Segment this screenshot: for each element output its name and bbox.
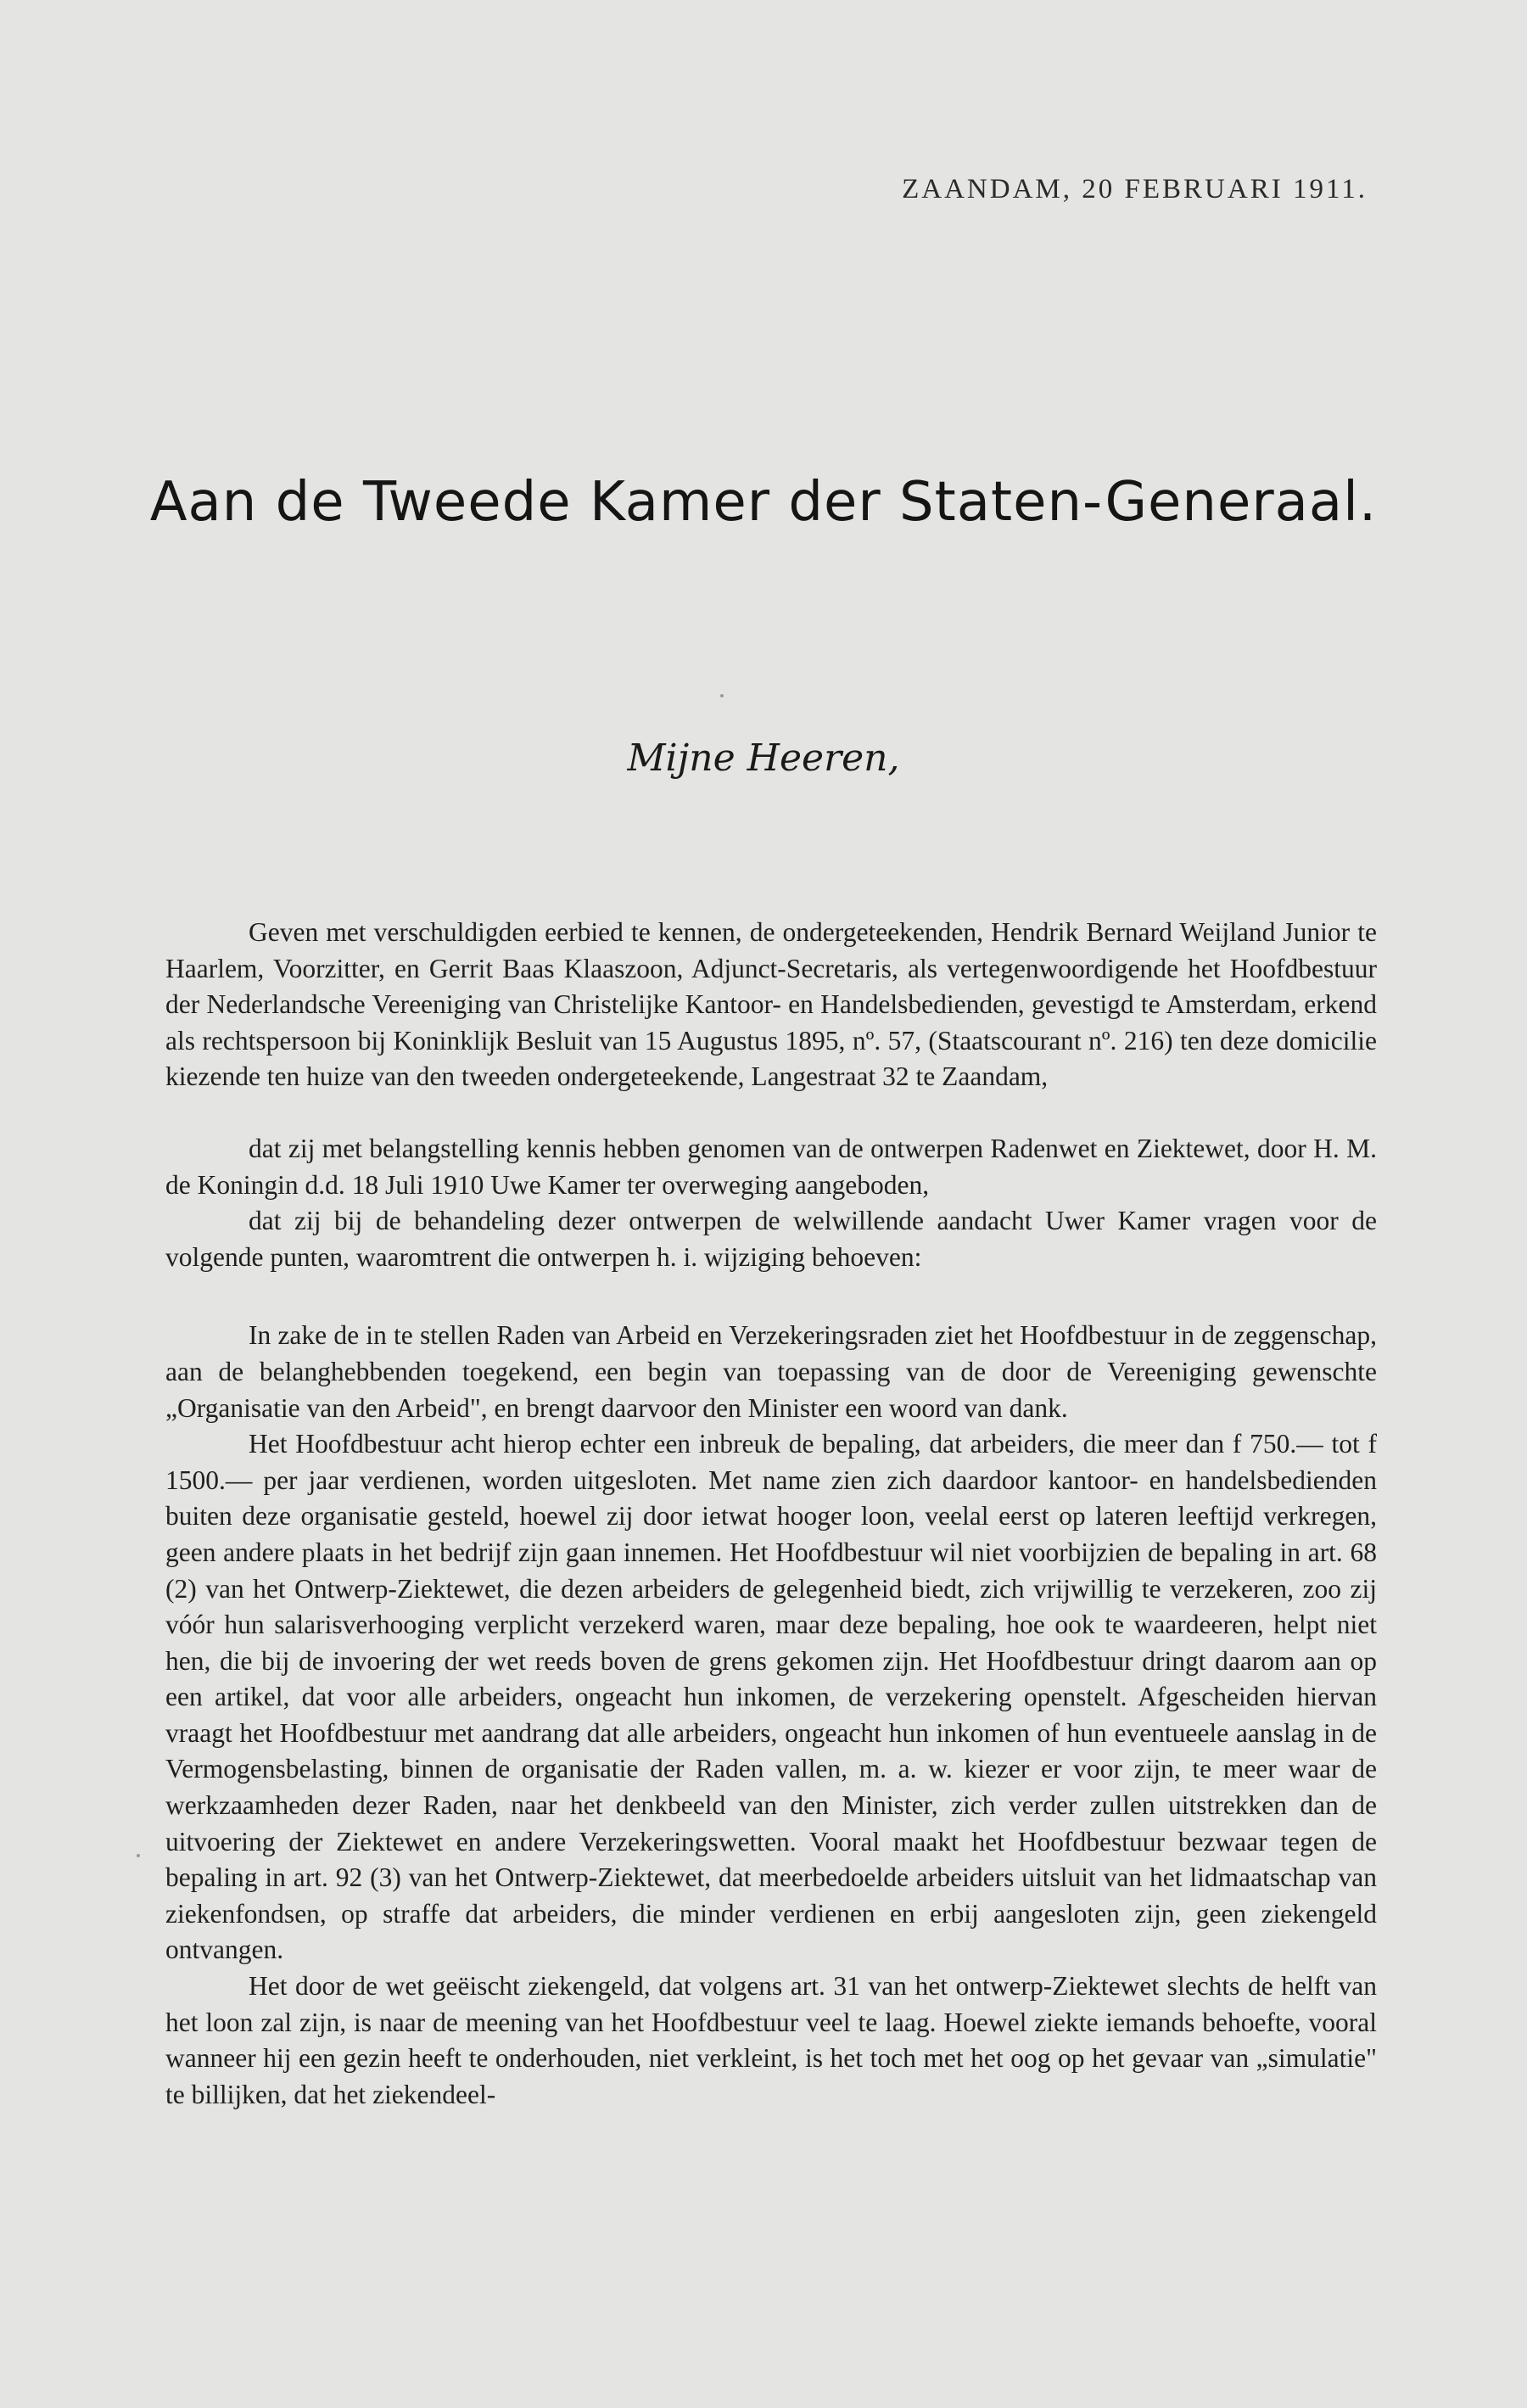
paragraph: Het door de wet geëischt ziekengeld, dat volgens art. 31 van het ontwerp-Ziektewet slechts de helft van het loon zal zijn, is naar de meening van het Hoofdbestuur veel te laag. Hoewel ziekte iemands behoefte, vooral wanneer hij een gezin heeft te onderhouden, niet verkleint, is het toch met het oog op het gevaar van „simulatie" te billijken, dat het ziekendeel-: [165, 1971, 1377, 2109]
paper-speck: [720, 694, 724, 697]
paragraph: In zake de in te stellen Raden van Arbeid en Verzekeringsraden ziet het Hoofdbestuur in de zeggenschap, aan de belanghebbenden toegekend, een begin van toepassing van de door de Vereeniging gewenschte „Organisatie van den Arbeid", en brengt daarvoor den Minister een woord van dank.: [165, 1320, 1377, 1423]
paragraph: dat zij met belangstelling kennis hebben genomen van de ontwerpen Radenwet en Ziektewet, door H. M. de Koningin d.d. 18 Juli 1910 Uwe Kamer ter overweging aangeboden,: [165, 1133, 1377, 1200]
letter-body: [165, 915, 1377, 2113]
page-title: Aan de Tweede Kamer der Staten-Generaal.: [149, 471, 1378, 534]
paragraph: dat zij bij de behandeling dezer ontwerpen de welwillende aandacht Uwer Kamer vragen voor de volgende punten, waaromtrent die ontwerpen h. i. wijziging behoeven:: [165, 1206, 1377, 1272]
dateline: ZAANDAM, 20 FEBRUARI 1911.: [902, 174, 1368, 204]
paragraph: Het Hoofdbestuur acht hierop echter een inbreuk de bepaling, dat arbeiders, die meer dan f 750.— tot f 1500.— per jaar verdienen, worden uitgesloten. Met name zien zich daardoor kantoor- en handelsbedienden buiten deze organisatie gesteld, hoewel zij door ietwat hooger loon, veelal eerst op lateren leeftijd verkregen, geen andere plaats in het bedrijf zijn gaan innemen. Het Hoofdbestuur wil niet voorbijzien de bepaling in art. 68 (2) van het Ontwerp-Ziektewet, die dezen arbeiders de gelegenheid biedt, zich vrijwillig te verzekeren, zoo zij vóór hun salarisverhooging verplicht verzekerd waren, maar deze bepaling, hoe ook te waardeeren, helpt niet hen, die bij de invoering der wet reeds boven de grens gekomen zijn. Het Hoofdbestuur dringt daarom aan op een artikel, dat voor alle arbeiders, ongeacht hun inkomen, de verzekering openstelt. Afgescheiden hiervan vraagt het Hoofdbestuur met aandrang dat alle arbeiders, ongeacht hun inkomen of hun eventueele aanslag in de Vermogensbelasting, binnen de organisatie der Raden vallen, m. a. w. kiezer er voor zijn, te meer waar de werkzaamheden dezer Raden, naar het denkbeeld van den Minister, zich verder zullen uitstrekken dan de uitvoering der Ziektewet en andere Verzekeringswetten. Vooral maakt het Hoofdbestuur bezwaar tegen de bepaling in art. 92 (3) van het Ontwerp-Ziektewet, dat meerbedoelde arbeiders uitsluit van het lidmaatschap van ziekenfondsen, op straffe dat arbeiders, die minder verdienen en erbij aangesloten zijn, geen ziekengeld ontvangen.: [165, 1429, 1377, 1965]
salutation: Mijne Heeren,: [627, 736, 900, 780]
paper-speck: [137, 1854, 140, 1857]
paragraph: Geven met verschuldigden eerbied te kennen, de ondergeteekenden, Hendrik Bernard Weijland Junior te Haarlem, Voorzitter, en Gerrit Baas Klaaszoon, Adjunct-Secretaris, als vertegenwoordigende het Hoofdbestuur der Nederlandsche Vereeniging van Christelijke Kantoor- en Handelsbedienden, gevestigd te Amsterdam, erkend als rechtspersoon bij Koninklijk Besluit van 15 Augustus 1895, nº. 57, (Staatscourant nº. 216) ten deze domicilie kiezende ten huize van den tweeden ondergeteekende, Langestraat 32 te Zaandam,: [165, 917, 1377, 1092]
